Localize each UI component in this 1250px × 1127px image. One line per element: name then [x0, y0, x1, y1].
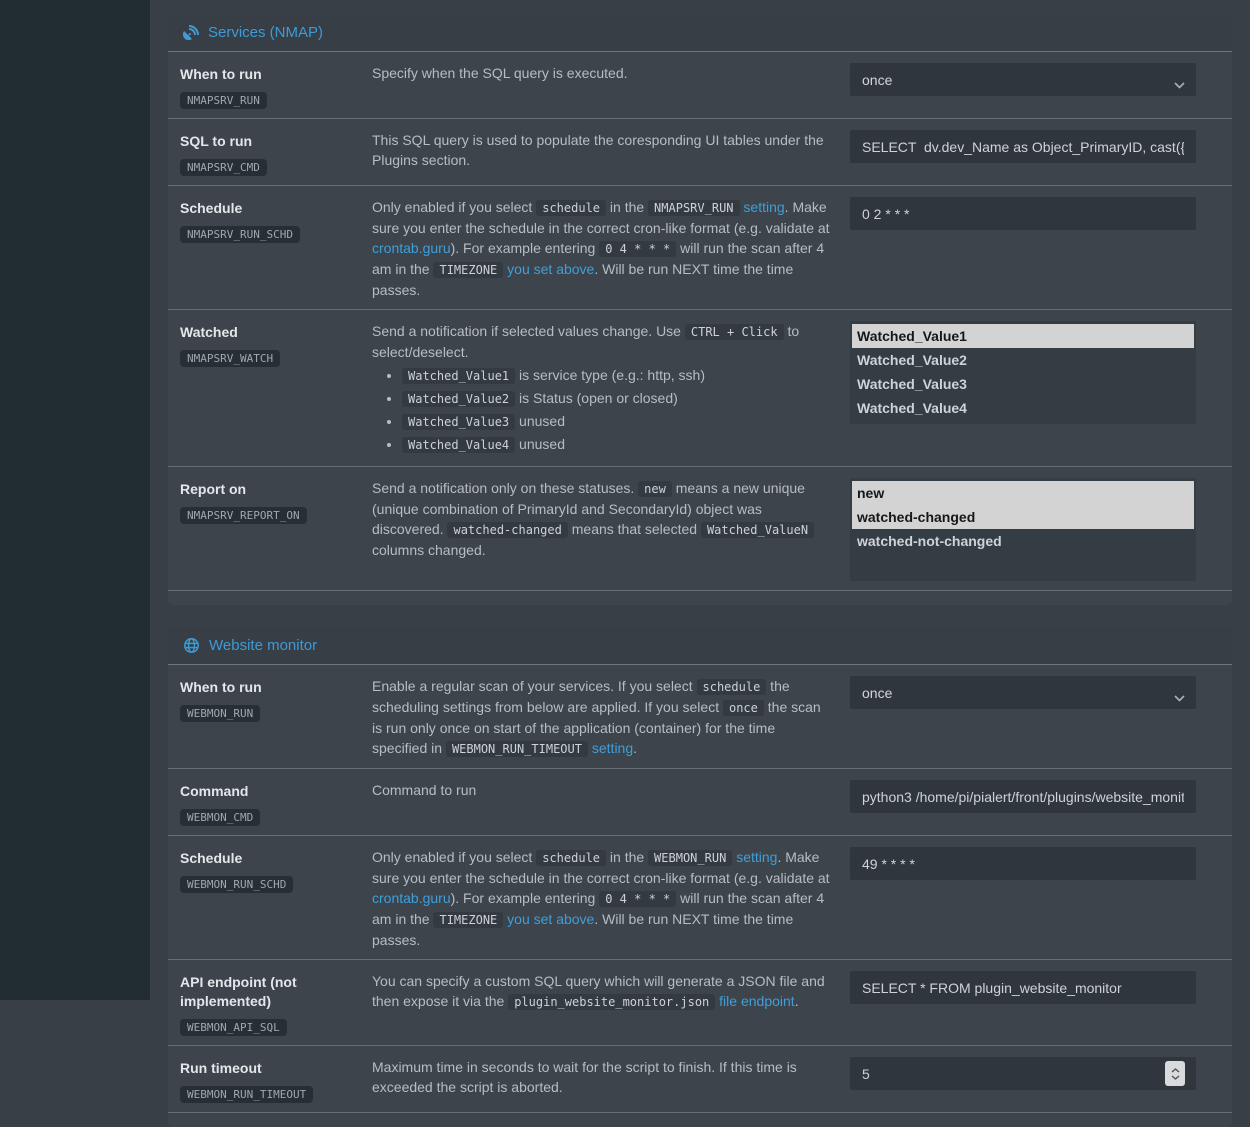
description-text: You can specify a custom SQL query which will generate a JSON file and then expose it via the — [372, 973, 825, 1009]
spinner-up-icon[interactable] — [1171, 1068, 1180, 1073]
panel-title: Website monitor — [209, 637, 318, 654]
setting-description — [372, 194, 850, 300]
description-text: Maximum time in seconds to wait for the script to finish. If this time is exceeded the script is aborted. — [372, 1059, 797, 1095]
setting-description — [372, 777, 850, 826]
setting-label: When to run — [180, 679, 262, 695]
setting-description — [372, 1054, 850, 1103]
inline-code: 0 4 * * * — [599, 891, 676, 907]
bullet-item — [402, 434, 830, 455]
inline-code: TIMEZONE — [433, 262, 503, 278]
setting-description — [372, 968, 850, 1036]
panel-title: Services (NMAP) — [208, 24, 324, 41]
settings-panel-services-nmap — [168, 14, 1232, 605]
setting-description — [372, 60, 850, 109]
setting-label: Command — [180, 783, 249, 799]
setting-key-badge: WEBMON_RUN — [180, 705, 260, 722]
globe-icon — [183, 637, 200, 654]
inline-link[interactable]: file endpoint — [719, 993, 795, 1009]
setting-row-NMAPSRV_REPORT_ON — [168, 467, 1232, 591]
description-text: in the — [606, 849, 649, 865]
number-field[interactable] — [850, 1057, 1196, 1090]
inline-code: 0 4 * * * — [599, 241, 676, 257]
setting-row-NMAPSRV_WATCH — [168, 310, 1232, 467]
description-bullet-list — [372, 365, 830, 455]
description-text: ). For example entering — [450, 890, 600, 906]
multi-select-option[interactable]: watched-not-changed — [857, 533, 1002, 549]
setting-key-badge: NMAPSRV_RUN_SCHD — [180, 226, 300, 243]
description-text: . Make sure you enter the schedule in the correct cron-like format (e.g. validate at — [372, 199, 830, 236]
description-text: . Will be run NEXT time the time passes. — [372, 261, 794, 298]
text-input[interactable] — [850, 130, 1196, 163]
setting-key-badge: WEBMON_API_SQL — [180, 1019, 287, 1036]
description-text: will run the scan after 4 am in the — [372, 240, 825, 277]
setting-label: Schedule — [180, 200, 243, 216]
number-spinner[interactable] — [1165, 1061, 1185, 1086]
setting-label: When to run — [180, 66, 262, 82]
inline-code: once — [723, 700, 764, 716]
setting-row-WEBMON_RUN_TIMEOUT — [168, 1046, 1232, 1113]
description-text: . — [794, 993, 799, 1009]
satellite-dish-icon — [183, 25, 199, 41]
setting-key-badge: NMAPSRV_CMD — [180, 159, 267, 176]
inline-link[interactable]: you set above — [507, 911, 595, 927]
setting-description — [372, 844, 850, 950]
setting-row-WEBMON_RUN — [168, 665, 1232, 769]
inline-code: plugin_website_monitor.json — [508, 994, 715, 1010]
inline-link[interactable]: setting — [591, 740, 634, 756]
inline-link[interactable]: you set above — [507, 261, 595, 277]
description-text: will run the scan after 4 am in the — [372, 890, 825, 927]
inline-code: new — [638, 481, 672, 497]
inline-link[interactable]: crontab.guru — [372, 240, 451, 256]
description-text: means that selected — [567, 521, 701, 537]
panel-header — [168, 627, 1232, 665]
description-text: ). For example entering — [450, 240, 600, 256]
description-text: unused — [515, 413, 565, 429]
selected-value: once — [862, 71, 893, 88]
spinner-down-icon[interactable] — [1171, 1075, 1180, 1080]
inline-link[interactable]: setting — [743, 199, 785, 215]
setting-row-WEBMON_RUN_SCHD — [168, 836, 1232, 960]
description-text: This SQL query is used to populate the coresponding UI tables under the Plugins section. — [372, 132, 824, 168]
settings-panel-website-monitor — [168, 627, 1232, 1127]
multi-select-option[interactable]: watched-changed — [852, 505, 1194, 529]
dropdown-select[interactable] — [850, 676, 1196, 709]
description-text: Only enabled if you select — [372, 199, 537, 215]
description-text: . — [633, 740, 638, 756]
inline-code: schedule — [697, 679, 767, 695]
text-input[interactable] — [850, 847, 1196, 880]
multi-select-list[interactable] — [850, 321, 1196, 424]
inline-code: watched-changed — [447, 522, 567, 538]
text-input[interactable] — [850, 971, 1196, 1004]
inline-code: TIMEZONE — [433, 912, 503, 928]
description-text: unused — [515, 436, 565, 452]
bullet-item — [402, 365, 830, 386]
inline-code: CTRL + Click — [685, 324, 784, 340]
setting-key-badge: NMAPSRV_WATCH — [180, 350, 280, 367]
description-text: Enable a regular scan of your services. If you select — [372, 678, 697, 694]
description-text: in the — [606, 199, 649, 215]
setting-label: API endpoint (not implemented) — [180, 974, 297, 1009]
inline-code: Watched_ValueN — [701, 522, 814, 538]
description-text: Specify when the SQL query is executed. — [372, 65, 628, 81]
inline-link[interactable]: crontab.guru — [372, 890, 451, 906]
multi-select-option[interactable]: Watched_Value1 — [852, 324, 1194, 348]
dropdown-select[interactable] — [850, 63, 1196, 96]
setting-key-badge: NMAPSRV_RUN — [180, 92, 267, 109]
description-text: to select/deselect. — [372, 323, 800, 360]
multi-select-option[interactable]: Watched_Value2 — [857, 352, 967, 368]
description-text: columns changed. — [372, 542, 486, 558]
setting-key-badge: WEBMON_RUN_TIMEOUT — [180, 1086, 313, 1103]
multi-select-option[interactable]: Watched_Value3 — [857, 376, 967, 392]
inline-code: Watched_Value2 — [402, 391, 515, 407]
setting-row-WEBMON_API_SQL — [168, 960, 1232, 1046]
setting-label: Run timeout — [180, 1060, 262, 1076]
chevron-down-icon — [1174, 76, 1185, 92]
setting-description — [372, 127, 850, 176]
bullet-item — [402, 388, 830, 409]
setting-description — [372, 318, 850, 457]
setting-key-badge: NMAPSRV_REPORT_ON — [180, 507, 307, 524]
text-input[interactable] — [850, 197, 1196, 230]
multi-select-list[interactable] — [850, 478, 1196, 581]
selected-value: once — [862, 684, 893, 701]
setting-label: SQL to run — [180, 133, 253, 149]
setting-label: Schedule — [180, 850, 243, 866]
setting-label: Report on — [180, 481, 247, 497]
chevron-down-icon — [1174, 689, 1185, 705]
number-input — [850, 1057, 1196, 1090]
inline-code: schedule — [536, 850, 606, 866]
text-input[interactable] — [850, 780, 1196, 813]
inline-code: WEBMON_RUN — [648, 850, 732, 866]
multi-select-option[interactable]: Watched_Value4 — [857, 400, 967, 416]
setting-row-NMAPSRV_CMD — [168, 119, 1232, 186]
inline-code: Watched_Value1 — [402, 368, 515, 384]
description-text: . Will be run NEXT time the time passes. — [372, 911, 794, 948]
main-content — [150, 0, 1250, 1127]
setting-key-badge: WEBMON_RUN_SCHD — [180, 876, 293, 893]
description-text: Only enabled if you select — [372, 849, 537, 865]
setting-label: Watched — [180, 324, 238, 340]
setting-description — [372, 475, 850, 581]
inline-code: NMAPSRV_RUN — [648, 200, 739, 216]
description-text: is service type (e.g.: http, ssh) — [515, 367, 706, 383]
setting-row-NMAPSRV_RUN — [168, 52, 1232, 119]
multi-select-option[interactable]: new — [852, 481, 1194, 505]
inline-code: Watched_Value3 — [402, 414, 515, 430]
inline-link[interactable]: setting — [736, 849, 778, 865]
inline-code: schedule — [536, 200, 606, 216]
setting-row-WEBMON_CMD — [168, 769, 1232, 836]
sidebar — [0, 0, 150, 1000]
bullet-item — [402, 411, 830, 432]
description-text: is Status (open or closed) — [515, 390, 678, 406]
description-text: means a new unique (unique combination of PrimaryId and SecondaryId) object was discovered. — [372, 480, 805, 537]
description-text: . Make sure you enter the schedule in the correct cron-like format (e.g. validate at — [372, 849, 830, 886]
description-text: Command to run — [372, 782, 477, 798]
description-text: Send a notification only on these statuses. — [372, 480, 639, 496]
setting-row-NMAPSRV_RUN_SCHD — [168, 186, 1232, 310]
setting-key-badge: WEBMON_CMD — [180, 809, 260, 826]
panel-header — [168, 14, 1232, 52]
inline-code: Watched_Value4 — [402, 437, 515, 453]
inline-code: WEBMON_RUN_TIMEOUT — [446, 741, 588, 757]
setting-description — [372, 673, 850, 759]
description-text: the scan is run only once on start of the application (container) for the time specified in — [372, 699, 821, 756]
description-text: the scheduling settings from below are applied. If you select — [372, 678, 790, 715]
description-text: Send a notification if selected values change. Use — [372, 323, 685, 339]
